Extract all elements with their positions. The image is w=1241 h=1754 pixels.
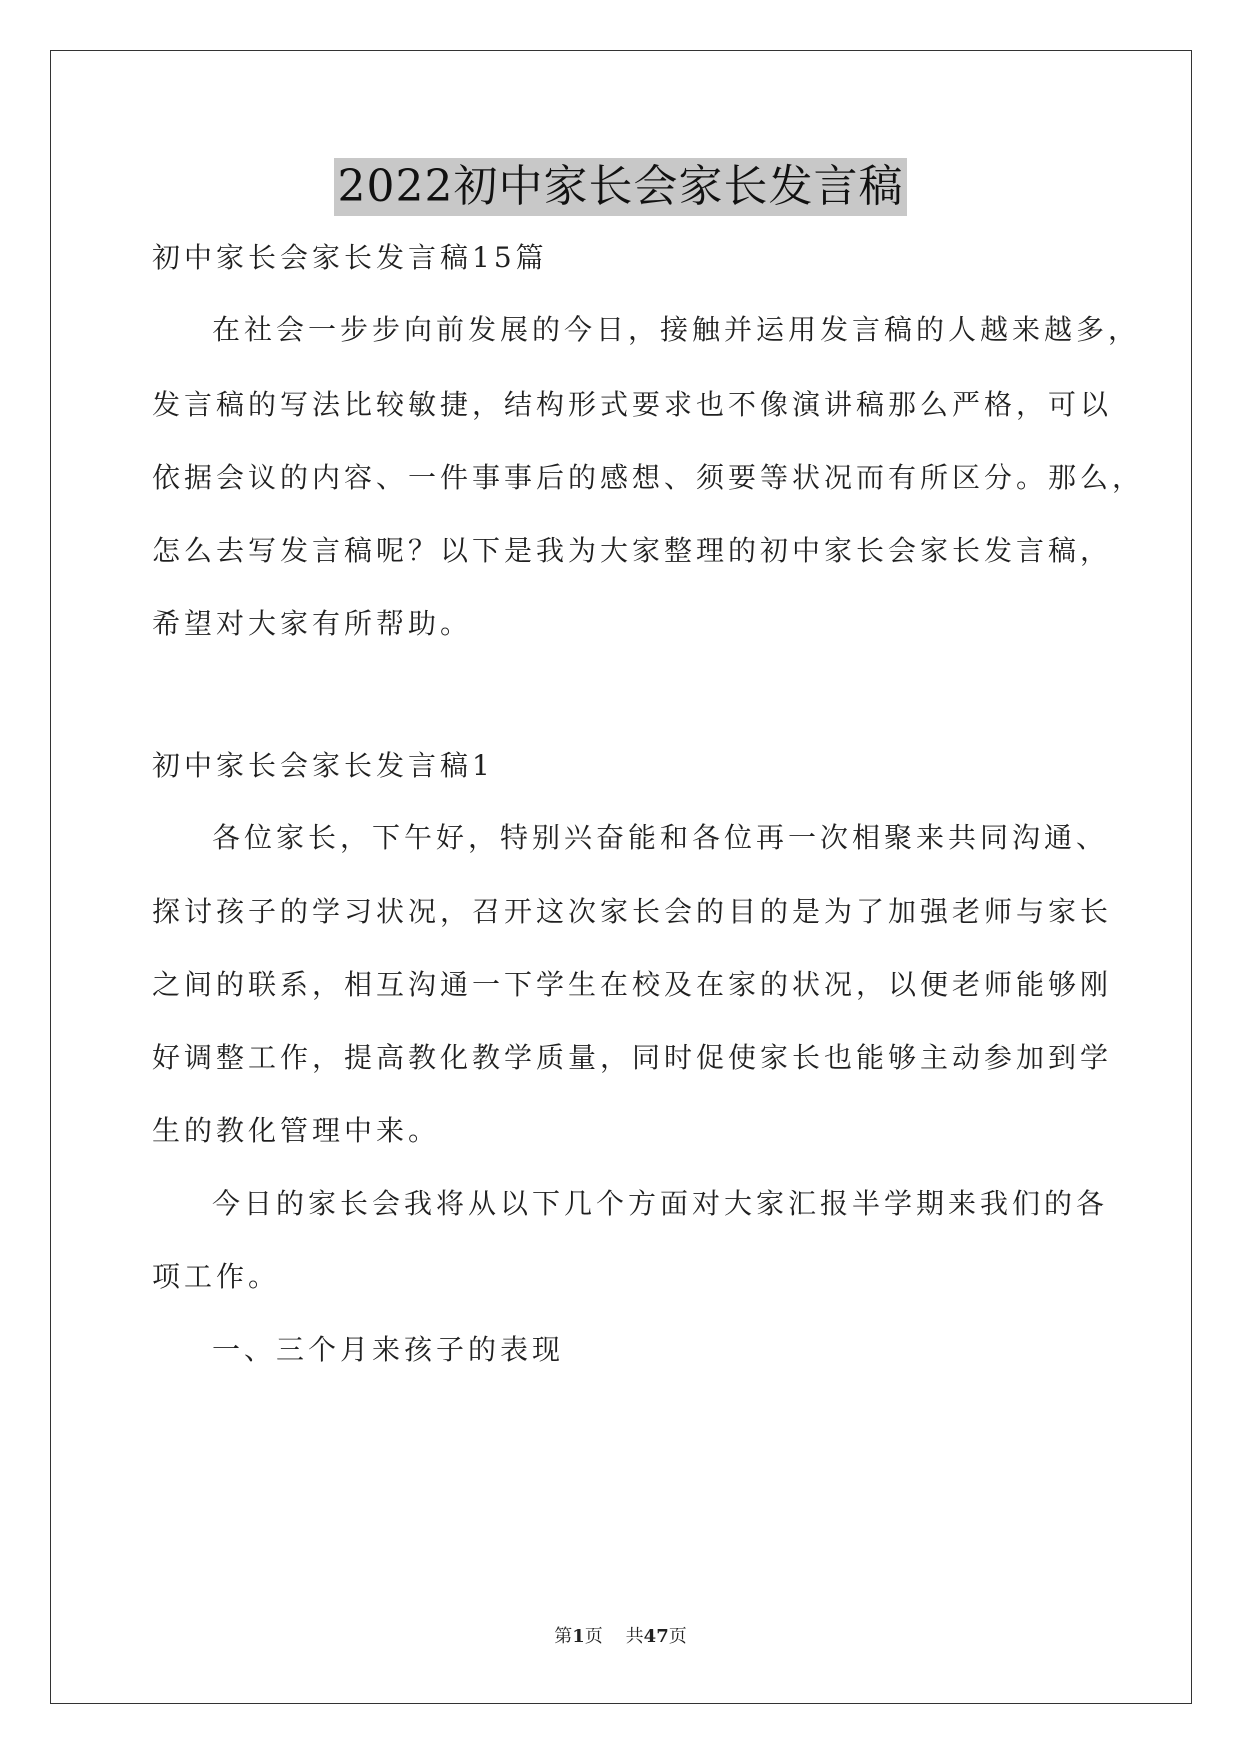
paragraph-line: 依据会议的内容、一件事事后的感想、须要等状况而有所区分。那么， [152, 461, 1145, 494]
footer-page-unit: 页 [584, 1626, 603, 1647]
subsection-heading: 一、三个月来孩子的表现 [212, 1333, 565, 1366]
paragraph-line: 在社会一步步向前发展的今日，接触并运用发言稿的人越来越多， [212, 313, 1141, 346]
paragraph-line: 项工作。 [152, 1260, 281, 1293]
title-container [0, 158, 1241, 216]
section-heading: 初中家长会家长发言稿1 [152, 749, 494, 782]
paragraph-line: 今日的家长会我将从以下几个方面对大家汇报半学期来我们的各 [212, 1187, 1109, 1220]
paragraph-line: 探讨孩子的学习状况，召开这次家长会的目的是为了加强老师与家长 [152, 895, 1113, 928]
paragraph-line: 好调整工作，提高教化教学质量，同时促使家长也能够主动参加到学 [152, 1041, 1113, 1074]
paragraph-line: 生的教化管理中来。 [152, 1114, 441, 1147]
paragraph-line: 怎么去写发言稿呢？以下是我为大家整理的初中家长会家长发言稿， [152, 534, 1113, 567]
page-border [50, 50, 1192, 1704]
paragraph-line: 之间的联系，相互沟通一下学生在校及在家的状况，以便老师能够刚 [152, 968, 1113, 1001]
current-page-number: 1 [572, 1626, 585, 1647]
footer-prefix: 第 [554, 1626, 573, 1647]
document-title: 2022初中家长会家长发言稿 [334, 158, 908, 216]
paragraph-line: 各位家长，下午好，特别兴奋能和各位再一次相聚来共同沟通、 [212, 821, 1109, 854]
footer-total-unit: 页 [668, 1626, 687, 1647]
page-footer [0, 1622, 1241, 1648]
paragraph-line: 发言稿的写法比较敏捷，结构形式要求也不像演讲稿那么严格，可以 [152, 388, 1113, 421]
footer-total-prefix: 共 [625, 1626, 644, 1647]
total-pages-number: 47 [643, 1626, 669, 1647]
section-heading: 初中家长会家长发言稿15篇 [152, 241, 548, 274]
paragraph-line: 希望对大家有所帮助。 [152, 607, 473, 640]
